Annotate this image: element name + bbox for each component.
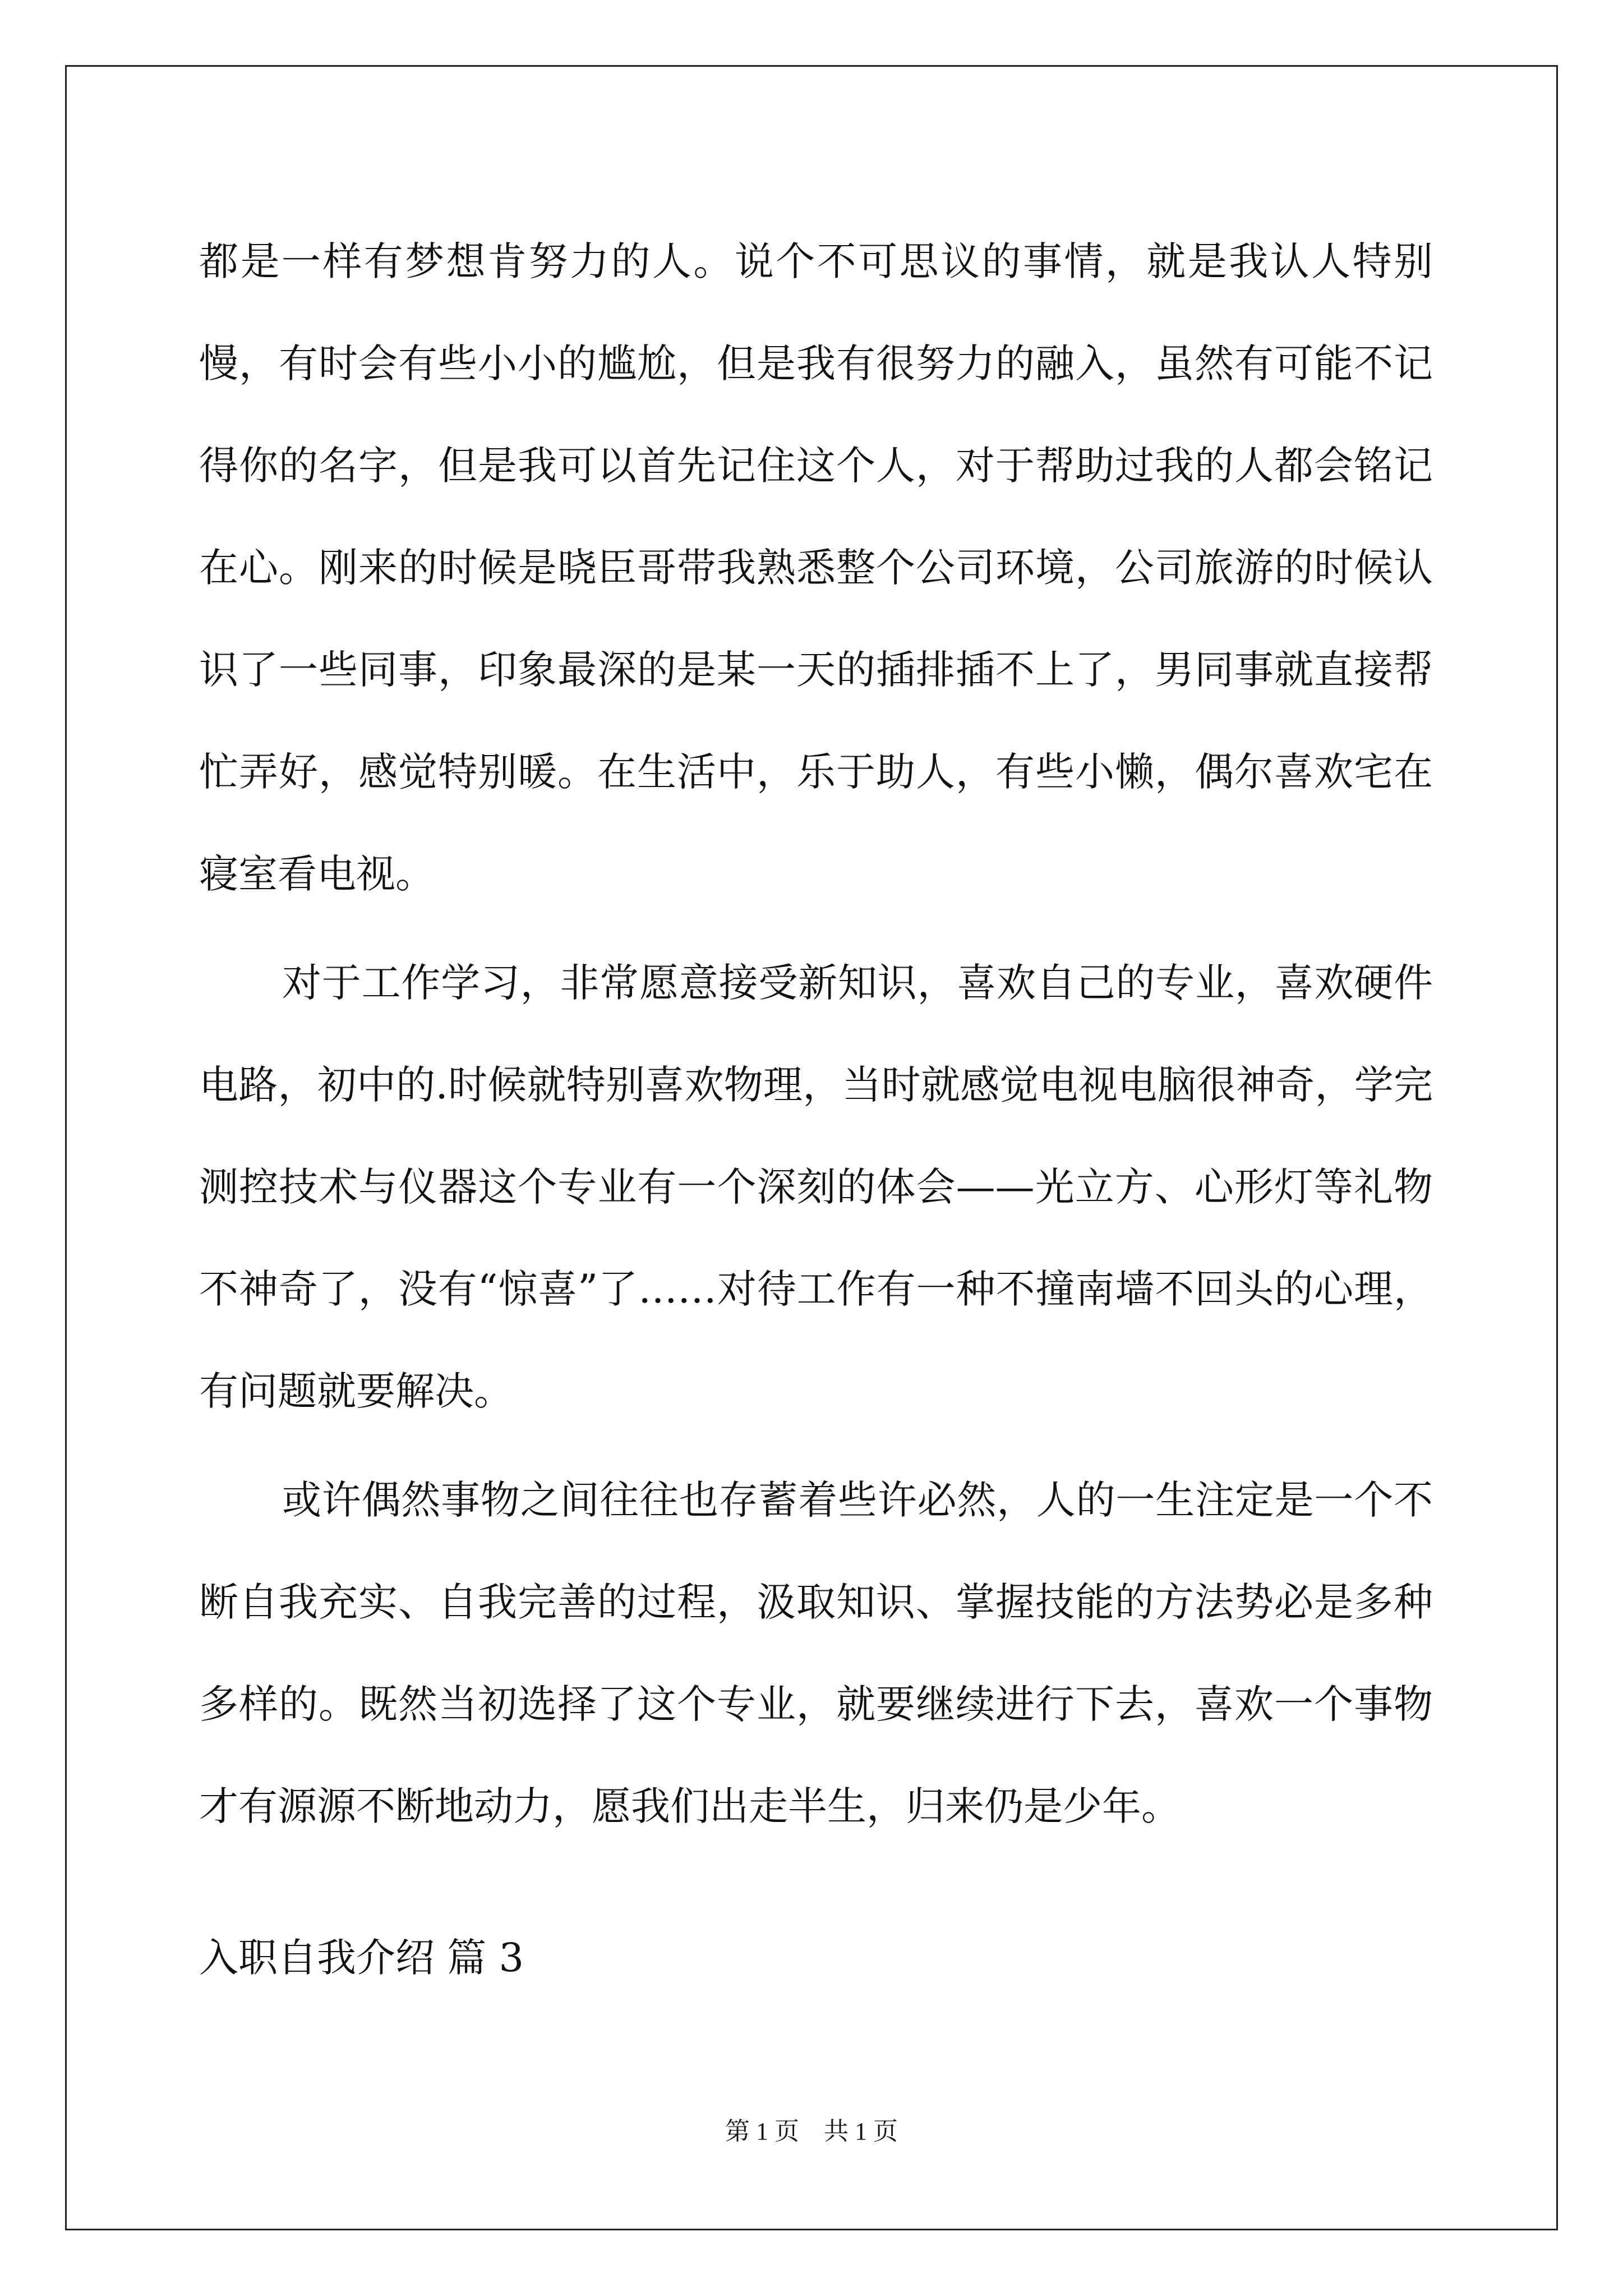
paragraph-3: 或许偶然事物之间往往也存蓄着些许必然，人的一生注定是一个不断自我充实、自我完善的过程，汲取知识、掌握技能的方法势必是多种多样的。既然当初选择了这个专业，就要继续进行下去，喜欢一个事物才有源源不断地动力，愿我们出走半生，归来仍是少年。: [199, 1477, 1433, 1829]
page-footer: 第 1 页 共 1 页: [725, 2118, 898, 2145]
section-heading: 入职自我介绍 篇 3: [199, 1935, 524, 1981]
paragraph-1: 都是一样有梦想肯努力的人。说个不可思议的事情，就是我认人特别慢，有时会有些小小的尴尬，但是我有很努力的融入，虽然有可能不记得你的名字，但是我可以首先记住这个人，对于帮助过我的人都会铭记在心。刚来的时候是晓臣哥带我熟悉整个公司环境，公司旅游的时候认识了一些同事，印象最深的是某一天的插排插不上了，男同事就直接帮忙弄好，感觉特别暖。在生活中，乐于助人，有些小懒，偶尔喜欢宅在寝室看电视。: [199, 238, 1433, 897]
paragraph-2: 对于工作学习，非常愿意接受新知识，喜欢自己的专业，喜欢硬件电路，初中的.时候就特别喜欢物理，当时就感觉电视电脑很神奇，学完测控技术与仪器这个专业有一个深刻的体会——光立方、心形灯等礼物不神奇了，没有“惊喜”了……对待工作有一种不撞南墙不回头的心理，有问题就要解决。: [199, 960, 1433, 1414]
document-body: [199, 210, 1433, 1864]
